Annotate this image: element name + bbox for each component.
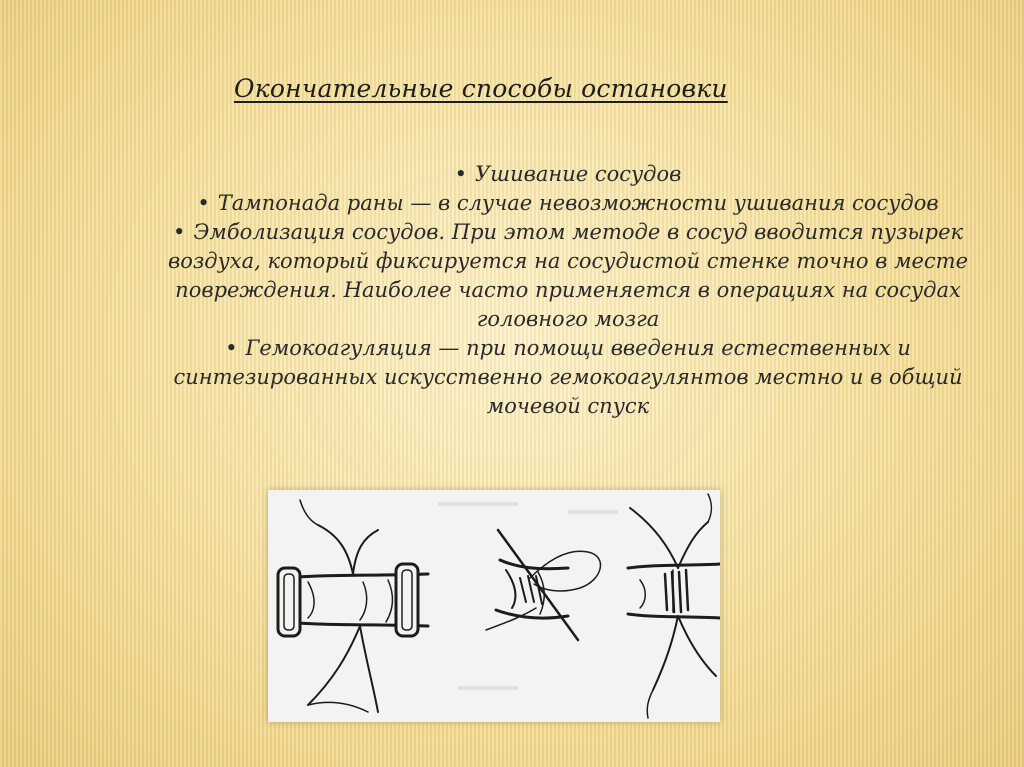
bullet-mark: • bbox=[172, 220, 186, 244]
vessel-suture-drawing-icon bbox=[268, 490, 720, 722]
vessel-suture-illustration bbox=[268, 490, 720, 722]
bullet-item bbox=[148, 334, 988, 421]
bullet-text: Гемокоагуляция — при помощи введения естественных и синтезированных искусственно гемокоагулянтов местно и в общий мочевой спуск bbox=[173, 336, 963, 418]
bullet-mark: • bbox=[454, 162, 468, 186]
bullet-text: Эмболизация сосудов. При этом методе в сосуд вводится пузырек воздуха, который фиксируется на сосудистой стенке точно в месте повреждения. Наиболее часто применяется в операциях на сосудах головного мозга bbox=[167, 220, 969, 331]
bullet-mark: • bbox=[225, 336, 238, 360]
bullet-item bbox=[148, 189, 988, 218]
bullet-list bbox=[148, 160, 988, 421]
bullet-item bbox=[148, 218, 988, 334]
bullet-item bbox=[148, 160, 988, 189]
bullet-text: Тампонада раны — в случае невозможности ушивания сосудов bbox=[217, 191, 939, 215]
bullet-mark: • bbox=[197, 191, 210, 215]
slide-title: Окончательные способы остановки bbox=[234, 74, 728, 103]
bullet-text: Ушивание сосудов bbox=[475, 162, 682, 186]
